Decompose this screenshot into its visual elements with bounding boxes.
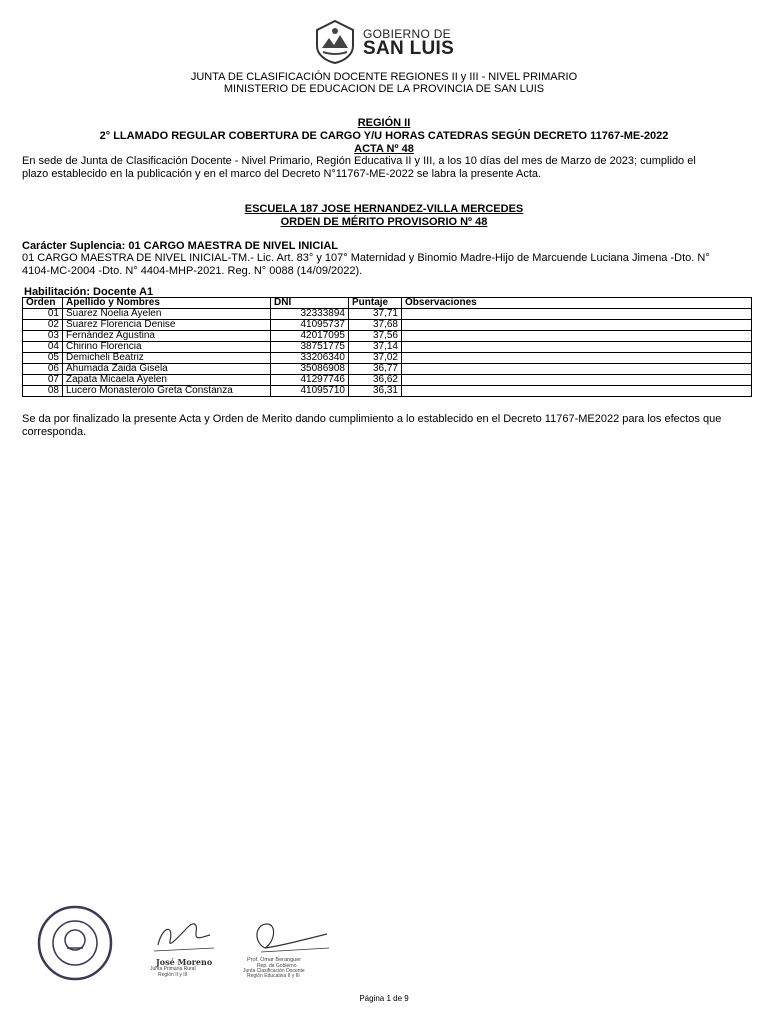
cell-dni: 41297746 [271,375,349,386]
table-row [23,309,752,320]
intro-paragraph: En sede de Junta de Clasificación Docente - Nivel Primario, Región Educativa II y III, a los 10 días del mes de Marzo de 2023; cumplido el plazo establecido en la publicación y en el marco del Decreto N°11767-ME-2022 se labra la presente Acta. [22,155,696,180]
table-row [23,342,752,353]
cell-dni: 35086908 [271,364,349,375]
cell-dni: 41095710 [271,386,349,397]
signature2-name: Prof. Omar Beranguer [247,957,302,963]
cell-orden: 08 [23,386,63,397]
signature2-role3: Región Educativa II y III [247,973,300,979]
stamp-seal-icon [36,904,114,982]
cell-dni: 32333894 [271,309,349,320]
cell-observaciones [402,309,752,320]
caracter-line: Carácter Suplencia: 01 CARGO MAESTRA DE NIVEL INICIAL [22,240,339,252]
region-title: REGIÓN II [357,117,411,129]
acta-title: ACTA Nº 48 [354,143,414,155]
cell-observaciones [402,364,752,375]
handwritten-signature-2-icon [235,918,345,958]
signature-jose-moreno [140,915,230,985]
cell-dni: 33206340 [271,353,349,364]
cell-puntaje: 37,56 [349,331,402,342]
cell-observaciones [402,331,752,342]
cell-orden: 03 [23,331,63,342]
handwritten-signature-1-icon [140,915,230,957]
cell-nombre: Lucero Monasterolo Greta Constanza [63,386,271,397]
logo-line1: GOBIERNO DE [363,27,451,41]
cell-nombre: Zapata Micaela Ayelen [63,375,271,386]
col-header-puntaje: Puntaje [349,298,402,309]
table-row [23,375,752,386]
table-header-row [23,298,752,309]
cell-puntaje: 37,71 [349,309,402,320]
cell-nombre: Fernández Agustina [63,331,271,342]
cell-nombre: Ahumada Zaida Gisela [63,364,271,375]
table-row [23,364,752,375]
cell-observaciones [402,342,752,353]
detalle-paragraph: 01 CARGO MAESTRA DE NIVEL INICIAL-TM.- Lic. Art. 83° y 107° Maternidad y Binomio Madre-Hijo de Marcuende Luciana Jimena -Dto. N° 4104-MC-2004 -Dto. N° 4404-MHP-2021. Reg. N° 0088 (14/09/2022). [22,252,710,277]
cell-observaciones [402,375,752,386]
cell-puntaje: 36,77 [349,364,402,375]
logo-line2: SAN LUIS [363,38,455,59]
cell-nombre: Suarez Noelia Ayelen [63,309,271,320]
cell-puntaje: 37,68 [349,320,402,331]
col-header-orden: Orden [23,298,63,309]
signature2-role2: Junta Clasificación Docente [243,968,305,974]
cell-dni: 38751775 [271,342,349,353]
cell-puntaje: 37,14 [349,342,402,353]
col-header-observaciones: Observaciones [402,298,752,309]
merit-table [22,297,752,397]
col-header-dni: DNI [271,298,349,309]
table-row [23,353,752,364]
cell-orden: 02 [23,320,63,331]
cell-observaciones [402,320,752,331]
header-line1: JUNTA DE CLASIFICACIÓN DOCENTE REGIONES II y III - NIVEL PRIMARIO [190,71,578,83]
llamado-title: 2° LLAMADO REGULAR COBERTURA DE CARGO Y/U HORAS CATEDRAS SEGÚN DECRETO 11767-ME-2022 [99,130,669,142]
table-row [23,331,752,342]
signature1-name: José Moreno [156,957,213,967]
cell-orden: 05 [23,353,63,364]
cell-observaciones [402,386,752,397]
cell-dni: 41095737 [271,320,349,331]
ministry-stamp [36,904,114,982]
signature1-role2: Región II y III [158,972,188,978]
signature1-role1: Junta Primaria Rural [150,966,196,972]
closing-paragraph: Se da por finalizado la presente Acta y Orden de Merito dando cumplimiento a lo establecido en el Decreto 11767-ME2022 para los efectos que corresponda. [22,413,722,438]
table-row [23,320,752,331]
habilitacion-line: Habilitación: Docente A1 [24,286,154,298]
page-footer: Página 1 de 9 [359,994,409,1003]
cell-puntaje: 37,02 [349,353,402,364]
cell-orden: 07 [23,375,63,386]
cell-puntaje: 36,31 [349,386,402,397]
cell-nombre: Suarez Florencia Denise [63,320,271,331]
header-line2: MINISTERIO DE EDUCACION DE LA PROVINCIA DE SAN LUIS [223,83,545,95]
cell-puntaje: 36,62 [349,375,402,386]
cell-orden: 01 [23,309,63,320]
escuela-title: ESCUELA 187 JOSE HERNANDEZ-VILLA MERCEDES [244,203,524,215]
col-header-nombre: Apellido y Nombres [63,298,271,309]
signature2-role1: Rep. de Gobierno [257,963,297,969]
cell-nombre: Chirino Florencia [63,342,271,353]
cell-dni: 42017095 [271,331,349,342]
table-row [23,386,752,397]
cell-nombre: Demicheli Beatriz [63,353,271,364]
orden-title: ORDEN DE MÉRITO PROVISORIO Nº 48 [280,216,488,228]
cell-observaciones [402,353,752,364]
cell-orden: 04 [23,342,63,353]
cell-orden: 06 [23,364,63,375]
san-luis-emblem-icon [312,18,358,64]
signature-omar-beranguer [235,918,345,988]
